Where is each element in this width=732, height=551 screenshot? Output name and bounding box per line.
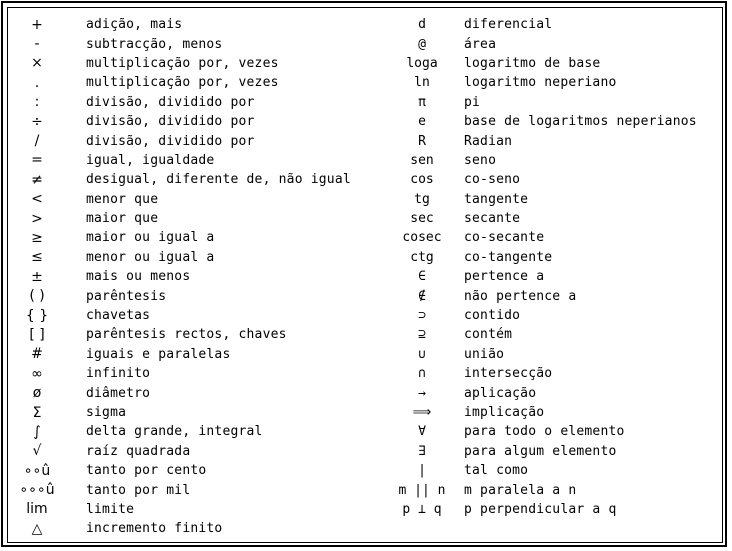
table-row (8, 34, 386, 53)
table-row (8, 15, 386, 34)
symbol-meaning: Radian (464, 133, 513, 149)
left-column (8, 15, 386, 539)
symbol-meaning: tanto por cento (86, 463, 207, 479)
symbol: × (31, 55, 43, 72)
symbol: @ (418, 36, 426, 52)
symbol-meaning: base de logaritmos neperianos (464, 114, 697, 130)
table-row (8, 131, 386, 150)
symbol: - (34, 36, 40, 53)
table-row (396, 325, 697, 344)
symbol: ∪ (418, 346, 426, 362)
symbol-meaning: parêntesis rectos, chaves (86, 327, 287, 343)
symbol-meaning: igual, igualdade (86, 152, 215, 168)
symbol: ÷ (31, 113, 43, 130)
symbol: ⊃ (418, 308, 426, 324)
table-row (8, 442, 386, 461)
symbol: e (418, 114, 426, 130)
symbol-meaning: mais ou menos (86, 269, 191, 285)
symbol-meaning: chavetas (86, 308, 151, 324)
symbol: tg (414, 191, 430, 207)
table-row (396, 170, 697, 189)
table-row (396, 34, 697, 53)
symbol-meaning: menor ou igual a (86, 249, 215, 265)
symbol-meaning: pertence a (464, 269, 545, 285)
table-row (8, 500, 386, 519)
symbol: { } (25, 307, 49, 324)
table-row (396, 112, 697, 131)
table-row (8, 364, 386, 383)
symbol-meaning: diâmetro (86, 385, 151, 401)
symbol: ± (31, 268, 43, 285)
symbol: ( ) (29, 288, 45, 305)
symbol-meaning: menor que (86, 191, 159, 207)
symbol-meaning: m paralela a n (464, 482, 577, 498)
symbol-meaning: tangente (464, 191, 529, 207)
symbol: / (34, 133, 40, 150)
table-row (396, 54, 697, 73)
table-row (396, 461, 697, 480)
symbol: . (34, 74, 40, 91)
table-row (8, 306, 386, 325)
symbol: ∘∘∘û (19, 482, 55, 499)
symbol-meaning: contido (464, 308, 521, 324)
symbol-meaning: raíz quadrada (86, 443, 191, 459)
symbol: lim (26, 501, 48, 518)
table-row (8, 248, 386, 267)
symbol-meaning: p perpendicular a q (464, 501, 617, 517)
symbol-meaning: área (464, 36, 497, 52)
symbol-meaning: pi (464, 94, 481, 110)
symbol-meaning: co-seno (464, 172, 521, 188)
symbol-meaning: infinito (86, 366, 151, 382)
table-row (8, 461, 386, 480)
table-row (396, 73, 697, 92)
symbol-meaning: desigual, diferente de, não igual (86, 172, 351, 188)
symbol: ≥ (31, 229, 43, 246)
symbol: m || n (398, 482, 446, 498)
table-row (8, 228, 386, 247)
table-row (8, 325, 386, 344)
symbol-meaning: intersecção (464, 366, 553, 382)
symbol-meaning: não pertence a (464, 288, 577, 304)
table-row (396, 383, 697, 402)
symbol-meaning: delta grande, integral (86, 424, 263, 440)
symbol-meaning: limite (86, 501, 135, 517)
symbol-meaning: divisão, dividido por (86, 94, 255, 110)
symbol-meaning: diferencial (464, 17, 553, 33)
table-row (396, 364, 697, 383)
symbol-meaning: adição, mais (86, 17, 183, 33)
table-row (396, 209, 697, 228)
symbol: ≤ (31, 249, 43, 266)
table-row (396, 267, 697, 286)
symbol-meaning: co-secante (464, 230, 545, 246)
table-row (8, 93, 386, 112)
symbol: : (34, 94, 40, 111)
symbol-meaning: incremento finito (86, 521, 223, 537)
table-row (396, 345, 697, 364)
symbol-meaning: contém (464, 327, 513, 343)
symbol-meaning: logaritmo de base (464, 55, 601, 71)
symbol-meaning: união (464, 346, 505, 362)
symbol: ∃ (418, 443, 426, 459)
symbol: √ (32, 443, 42, 460)
table-row (8, 112, 386, 131)
table-row (396, 228, 697, 247)
symbol-meaning: implicação (464, 405, 545, 420)
table-row (396, 151, 697, 170)
symbol-meaning: subtracção, menos (86, 36, 223, 52)
symbol: > (31, 210, 43, 227)
table-row (8, 383, 386, 402)
symbol-meaning: multiplicação por, vezes (86, 75, 279, 91)
table-row (8, 345, 386, 364)
right-column (396, 15, 697, 519)
table-row (8, 190, 386, 209)
table-row (396, 442, 697, 461)
symbol-meaning: maior ou igual a (86, 230, 215, 246)
symbol-meaning: secante (464, 211, 521, 227)
symbol-meaning: co-tangente (464, 249, 553, 265)
symbol-meaning: sigma (86, 405, 127, 420)
table-row (396, 306, 697, 325)
symbol: ∫ (33, 423, 41, 440)
symbol: π (418, 94, 426, 110)
symbol: p ⊥ q (402, 501, 442, 517)
symbol-meaning: para algum elemento (464, 443, 617, 459)
symbol: cos (410, 172, 434, 188)
symbol-meaning: tal como (464, 463, 529, 479)
table-row (396, 286, 697, 305)
symbol-meaning: iguais e paralelas (86, 346, 231, 362)
table-row (8, 151, 386, 170)
symbol: [ ] (29, 326, 45, 343)
symbol-meaning: seno (464, 152, 497, 168)
table-row (8, 519, 386, 538)
symbol: sec (410, 211, 434, 227)
symbol: | (418, 463, 426, 479)
symbol-meaning: divisão, dividido por (86, 133, 255, 149)
symbol: d (418, 17, 426, 33)
table-row (396, 480, 697, 499)
symbol: ø (32, 385, 42, 402)
table-row (8, 286, 386, 305)
symbol: sen (410, 152, 434, 168)
table-row (8, 73, 386, 92)
symbol: △ (31, 520, 43, 537)
symbol: ∈ (418, 269, 426, 285)
symbol-meaning: multiplicação por, vezes (86, 55, 279, 71)
table-row (8, 480, 386, 499)
table-row (396, 190, 697, 209)
symbol: Σ (32, 404, 42, 421)
symbol: ∩ (418, 366, 426, 382)
symbol: ln (414, 75, 430, 91)
symbol-meaning: tanto por mil (86, 482, 191, 498)
table-row (396, 248, 697, 267)
symbol: ∀ (418, 424, 426, 440)
symbol: ⊇ (418, 327, 426, 343)
symbol-meaning: aplicação (464, 385, 537, 401)
symbol: cosec (402, 230, 442, 246)
symbol: ≠ (31, 171, 43, 188)
symbol: # (31, 346, 43, 363)
table-row (8, 403, 386, 422)
symbol: ∘∘û (23, 462, 51, 479)
symbol: ctg (410, 249, 434, 265)
symbol-meaning: logaritmo neperiano (464, 75, 617, 91)
table-row (8, 209, 386, 228)
symbol: ⟹ (412, 405, 432, 420)
symbol: loga (406, 55, 438, 71)
table-row (396, 93, 697, 112)
symbol: → (418, 385, 426, 401)
table-row (396, 422, 697, 441)
table-row (396, 131, 697, 150)
table-row (396, 15, 697, 34)
symbol: + (31, 16, 43, 33)
table-row (396, 500, 697, 519)
table-row (396, 403, 697, 422)
symbol: = (31, 152, 43, 169)
symbol: ∉ (418, 288, 426, 304)
table-row (8, 54, 386, 73)
symbol-meaning: maior que (86, 211, 159, 227)
symbol-meaning: para todo o elemento (464, 424, 625, 440)
table-row (8, 267, 386, 286)
symbol: < (31, 191, 43, 208)
symbol-meaning: divisão, dividido por (86, 114, 255, 130)
symbol-table (7, 7, 723, 543)
table-row (8, 170, 386, 189)
symbol-meaning: parêntesis (86, 288, 167, 304)
symbol: R (418, 133, 426, 149)
symbol: ∞ (31, 365, 43, 382)
table-row (8, 422, 386, 441)
